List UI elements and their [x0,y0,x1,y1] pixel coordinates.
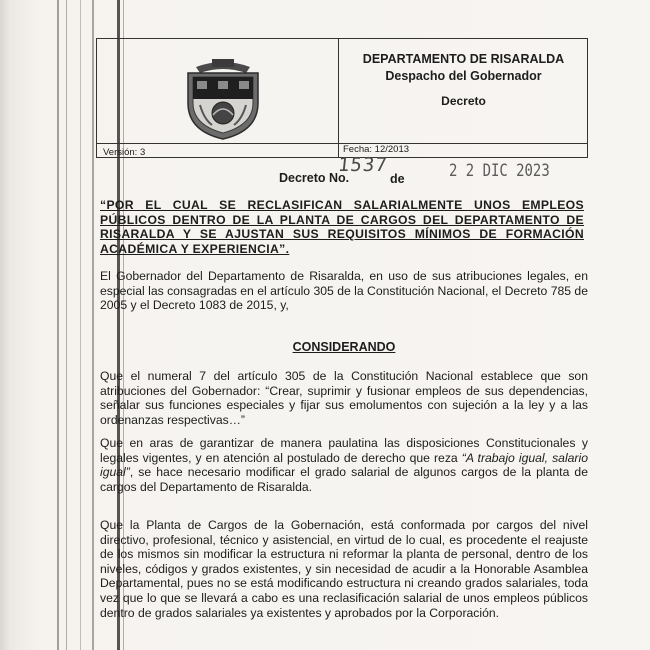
scan-edge-line [66,0,67,650]
version-label: Versión: 3 [103,147,146,158]
decree-number-label: Decreto No. [279,171,350,185]
fecha-label: Fecha: 12/2013 [343,144,410,155]
department-name: DEPARTAMENTO DE RISARALDA [362,52,565,66]
document-type-label: Decreto [441,94,486,108]
decree-date-label: de [390,172,405,186]
intro-paragraph: El Gobernador del Departamento de Risaralda, en uso de sus atribuciones legales, en especial las consagradas en el artículo 305 de la Constitución Nacional, el Decreto 785 de 2005 y el Decreto 1083 de 2015, y, [100,269,588,313]
handwritten-decree-number: 1537 [336,154,389,176]
scan-edge-line [80,0,81,650]
scan-edge-line [57,0,59,650]
considerando-heading: CONSIDERANDO [292,340,396,354]
paragraph-text: Que en aras de garantizar de manera paulatina las disposiciones Constitucionales y legales vigentes, y en atención al postulado de derecho que reza [100,436,588,465]
quote-text: “A trabajo igual, salario igual” [100,450,588,480]
considerando-paragraph-2 [100,436,588,494]
coat-of-arms-icon [182,57,264,141]
header-department-block [338,51,589,85]
considerando-paragraph-1: Que el numeral 7 del artículo 305 de la Constitución Nacional establece que son atribuciones del Gobernador: “Crear, suprimir y fusionar empleos de sus dependencias, señalar sus funciones especiales y fijar sus emolumentos con sujeción a la ley y a las ordenanzas respectivas…” [100,369,588,427]
scan-edge-line [92,0,94,650]
paragraph-text: , se hace necesario modificar el grado salarial de algunos cargos de la planta de cargos del Departamento de Risaralda. [100,465,588,494]
office-name: Despacho del Gobernador [385,69,542,83]
document-header-table [96,38,588,158]
date-stamp: 2 2 DIC 2023 [449,161,550,181]
decree-title: “POR EL CUAL SE RECLASIFICAN SALARIALMENTE UNOS EMPLEOS PÚBLICOS DENTRO DE LA PLANTA DE CARGOS DEL DEPARTAMENTO DE RISARALDA Y SE AJUSTAN SUS REQUISITOS MÍNIMOS DE FORMACIÓN ACADÉMICA Y EXPERIENCIA”. [100,198,584,256]
considerando-paragraph-3: Que la Planta de Cargos de la Gobernación, está conformada por cargos del nivel directivo, profesional, técnico y asistencial, en virtud de lo cual, es procedente el reajuste de los mismos sin modificar la estructura ni reformar la planta de personal, dentro de los niveles, códigos y grados existentes, y sin necesidad de acudir a la Honorable Asamblea Departamental, pues no se está modificando estructura ni creando grados salariales, toda vez que lo que se llevará a cabo es una reclasificación salarial de unos empleos públicos dentro de grados salariales ya existentes y aprobados por la Corporación. [100,518,588,620]
